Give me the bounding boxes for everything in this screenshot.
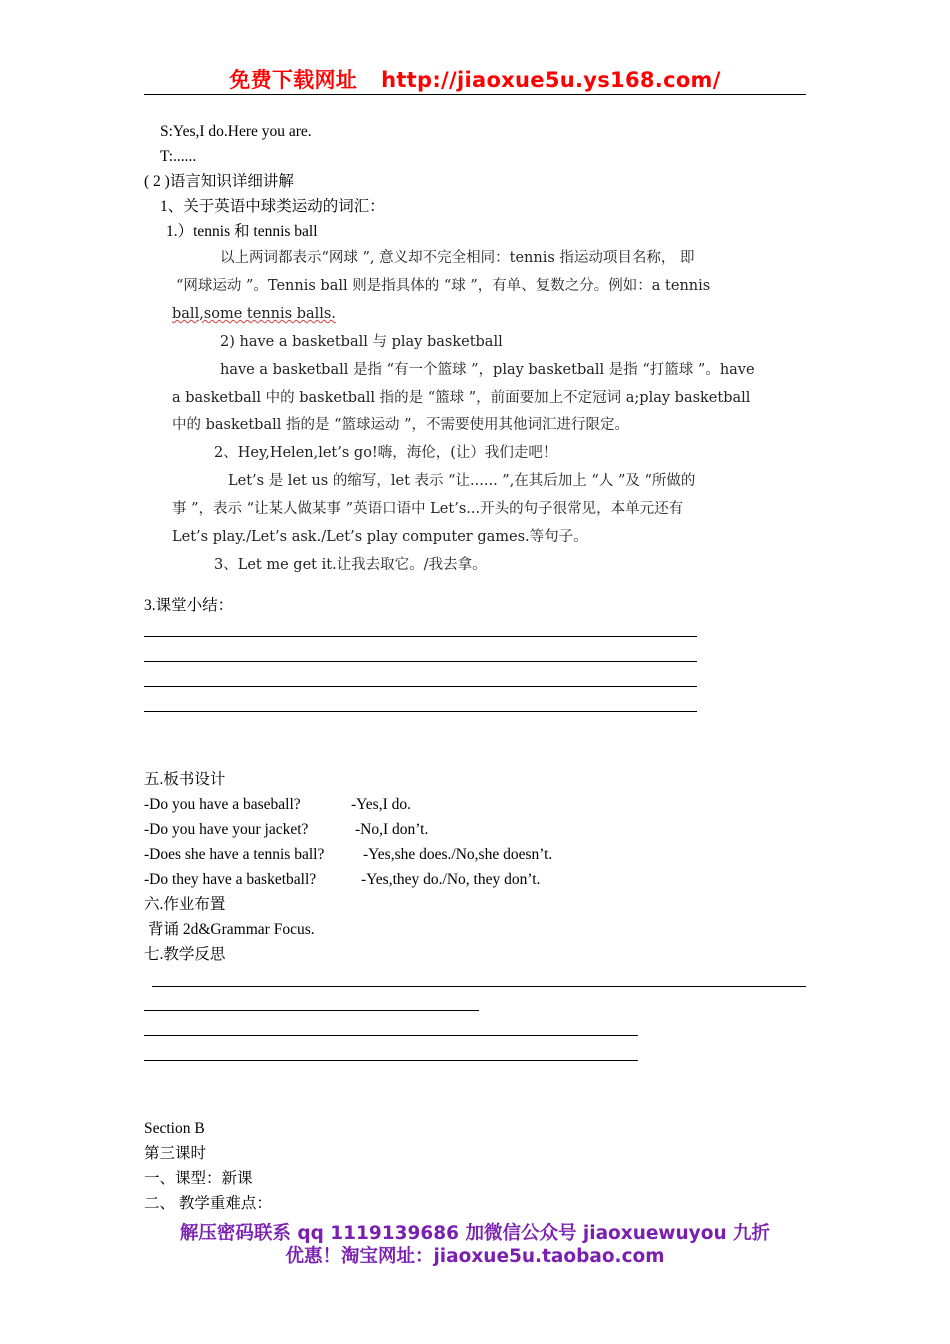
summary-blank-line-1: [144, 636, 697, 637]
dialog-t-line: T:......: [160, 148, 197, 165]
reflection-blank-line-1: [152, 986, 806, 987]
section2-heading: ( 2 )语言知识详细讲解: [144, 173, 294, 190]
summary-heading: 3.课堂小结：: [144, 597, 234, 614]
board-row-4-q: -Do they have a basketball?: [144, 871, 317, 888]
section2-item1: 1、关于英语中球类运动的词汇：: [160, 198, 385, 215]
reflection-blank-line-4: [144, 1060, 638, 1061]
board-row-3-a: -Yes,she does./No,she doesn’t.: [363, 846, 553, 863]
sectionb-type: 一、课型：新课: [144, 1170, 253, 1187]
para2-line3: 中的 basketball 指的是 “篮球运动 ”，不需要使用其他词汇进行限定。: [172, 417, 630, 433]
header-rule: [144, 94, 806, 95]
header-title: 免费下载网址: [229, 68, 358, 92]
summary-blank-line-3: [144, 686, 697, 687]
section2-item2: 2、Hey,Helen,let’s go!嗨，海伦，(让）我们走吧！: [214, 445, 558, 461]
para3-line2: 事 ”，表示 “让某人做某事 ”英语口语中 Let’s...开头的句子很常见，本单元还有: [172, 501, 684, 517]
sectionb-key-points: 二、 教学重难点：: [144, 1195, 272, 1212]
board-row-3-q: -Does she have a tennis ball?: [144, 846, 325, 863]
reflection-blank-line-3: [144, 1035, 638, 1036]
dialog-s-line: S:Yes,I do.Here you are.: [160, 123, 312, 140]
para3-line3: Let’s play./Let’s ask./Let’s play computer games.等句子。: [172, 529, 588, 545]
summary-blank-line-4: [144, 711, 697, 712]
section2-item3: 3、Let me get it.让我去取它。/我去拿。: [214, 557, 487, 573]
homework-content: 背诵 2d&Grammar Focus.: [148, 921, 315, 938]
board-row-2-a: -No,I don’t.: [355, 821, 429, 838]
footer-line-1: 解压密码联系 qq 1119139686 加微信公众号 jiaoxuewuyou 九折: [179, 1223, 771, 1244]
reflection-heading: 七.教学反思: [144, 946, 226, 963]
para1-line1: 以上两词都表示“网球 ”, 意义却不完全相同：tennis 指运动项目名称， 即: [220, 250, 695, 266]
sub2-heading: 2) have a basketball 与 play basketball: [220, 334, 503, 350]
board-row-1-q: -Do you have a baseball?: [144, 796, 301, 813]
board-row-1-a: -Yes,I do.: [351, 796, 412, 813]
sectionb-title: Section B: [144, 1120, 205, 1137]
board-heading: 五.板书设计: [144, 771, 226, 788]
board-row-4-a: -Yes,they do./No, they don’t.: [361, 871, 541, 888]
summary-blank-line-2: [144, 661, 697, 662]
board-row-2-q: -Do you have your jacket?: [144, 821, 309, 838]
page-header: [0, 64, 950, 94]
para1-line3: [172, 304, 336, 324]
reflection-blank-line-2: [144, 1010, 479, 1011]
sectionb-lesson: 第三课时: [144, 1145, 207, 1162]
para2-line2: a basketball 中的 basketball 指的是 “篮球 ”，前面要加上不定冠词 a;play basketball: [172, 390, 751, 406]
para1-line2: “网球运动 ”。Tennis ball 则是指具体的 “球 ”，有单、复数之分。例如：a tennis: [176, 278, 711, 294]
footer-line-2: 优惠！淘宝网址：jiaoxue5u.taobao.com: [285, 1246, 665, 1267]
header-url[interactable]: http://jiaoxue5u.ys168.com/: [381, 68, 721, 92]
para3-line1: Let’s 是 let us 的缩写，let 表示 “让...... ”,在其后加上 “人 ”及 “所做的: [228, 473, 696, 489]
para1-line3-text: ball,some tennis balls.: [172, 306, 336, 322]
homework-heading: 六.作业布置: [144, 896, 226, 913]
para2-line1: have a basketball 是指 “有一个篮球 ”，play basketball 是指 “打篮球 ”。have: [220, 362, 755, 378]
section2-item1-sub: 1.）tennis 和 tennis ball: [166, 223, 318, 240]
